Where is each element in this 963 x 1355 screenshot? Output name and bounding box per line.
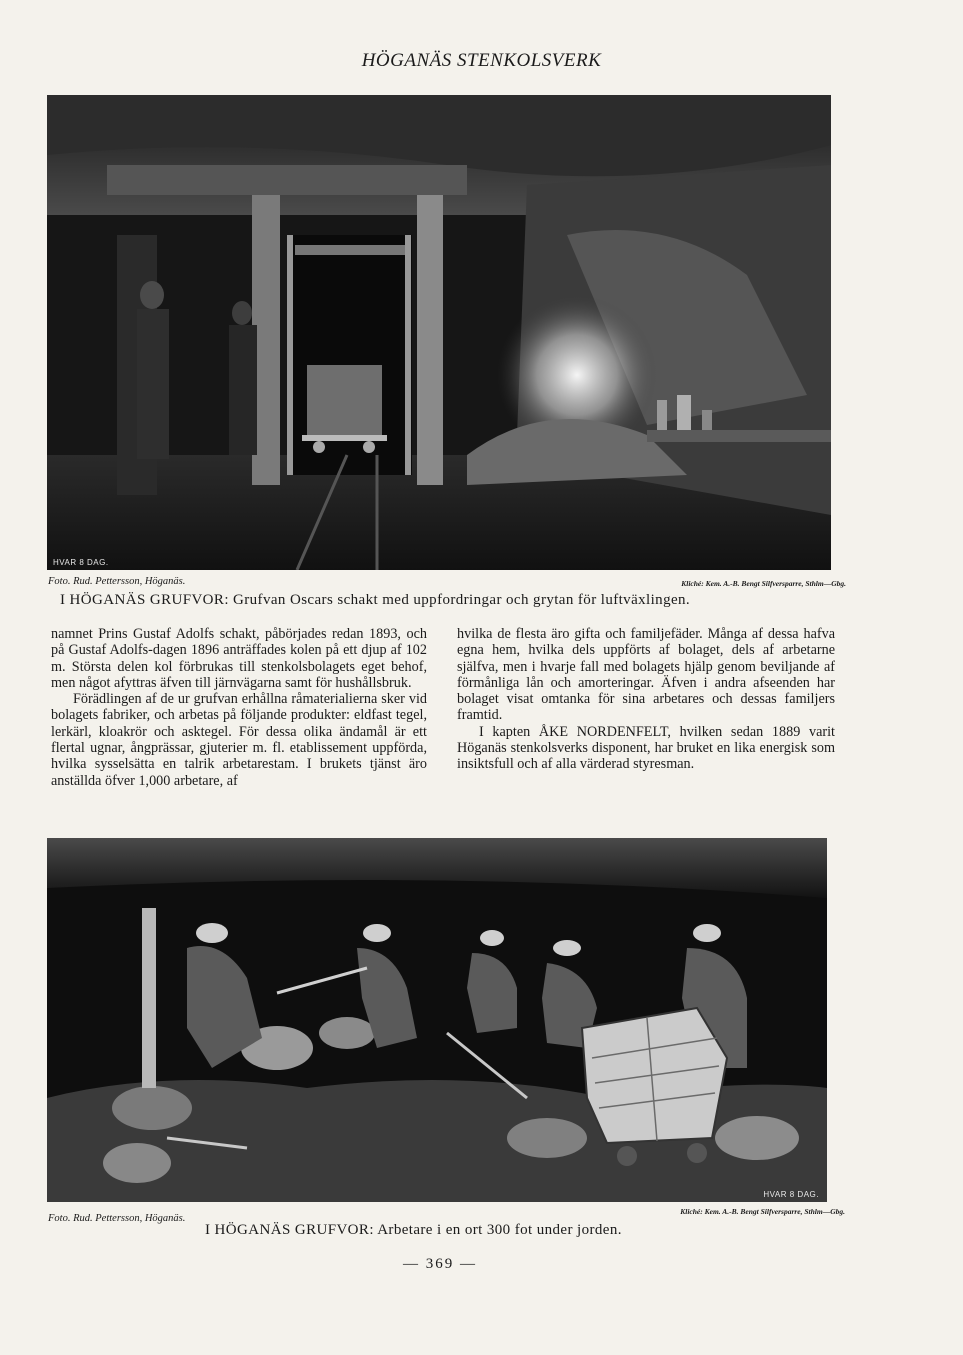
running-header: HÖGANÄS STENKOLSVERK	[361, 50, 602, 71]
mine-shaft-photo	[47, 95, 831, 570]
paragraph: I kapten ÅKE NORDENFELT, hvilken sedan 1889 varit Höganäs stenkolsverks disponent, har bruket en lika energisk som insiktsfull och af alla värderad styresman.	[457, 723, 835, 773]
photo-credit-1: Foto. Rud. Pettersson, Höganäs.	[48, 576, 186, 587]
text-column-right	[457, 626, 835, 773]
photo-credit-2: Foto. Rud. Pettersson, Höganäs.	[48, 1213, 186, 1224]
figure-caption-1: I HÖGANÄS GRUFVOR: Grufvan Oscars schakt med uppfordringar och grytan för luftväxlingen.	[60, 592, 691, 608]
photo-stamp: HVAR 8 DAG.	[763, 1190, 819, 1199]
mine-shaft-illustration	[47, 95, 831, 570]
miners-illustration	[47, 838, 827, 1202]
paragraph: namnet Prins Gustaf Adolfs schakt, påbörjades redan 1893, och på Gustaf Adolfs-dagen 1896 anträffades kolen på ett djup af 102 m. Största delen kol förbrukas till stenkolsbolagets eget behof, men något afyttras äfven till järnvägarna samt för hushållsbruk.	[51, 626, 427, 691]
paragraph: Förädlingen af de ur grufvan erhållna råmaterialierna sker vid bolagets fabriker, och arbetas på följande produkter: eldfast tegel, lerkärl, kloakrör och asktegel. För dessa olika ändamål är ett flertal ugnar, ångprässar, gjuterier m. fl. etablissement uppförda, hvilka sysselsätta en talrik arbetarestam. I brukets tjänst äro anställda öfver 1,000 arbetare, af	[51, 691, 427, 789]
paragraph: hvilka de flesta äro gifta och familjefäder. Många af dessa hafva egna hem, hvilka dels uppförts af bolaget, dels af arbetarne själfva, men i hvarje fall med bolagets hjälp genom beviljande af förmånliga lån och amorteringar. Äfven i andra afseenden har bolaget visat omtanka för sina arbetares och dessas familjers framtid.	[457, 626, 835, 724]
engraver-credit-2: Kliché: Kem. A.-B. Bengt Silfversparre, Sthlm—Gbg.	[680, 1207, 845, 1216]
text-column-left	[51, 626, 427, 789]
engraver-credit-1: Kliché: Kem. A.-B. Bengt Silfversparre, Sthlm—Gbg.	[681, 579, 846, 588]
page-number: — 369 —	[403, 1256, 477, 1272]
miners-photo	[47, 838, 827, 1202]
figure-caption-2: I HÖGANÄS GRUFVOR: Arbetare i en ort 300 fot under jorden.	[205, 1222, 622, 1238]
photo-stamp: HVAR 8 DAG.	[53, 558, 109, 567]
